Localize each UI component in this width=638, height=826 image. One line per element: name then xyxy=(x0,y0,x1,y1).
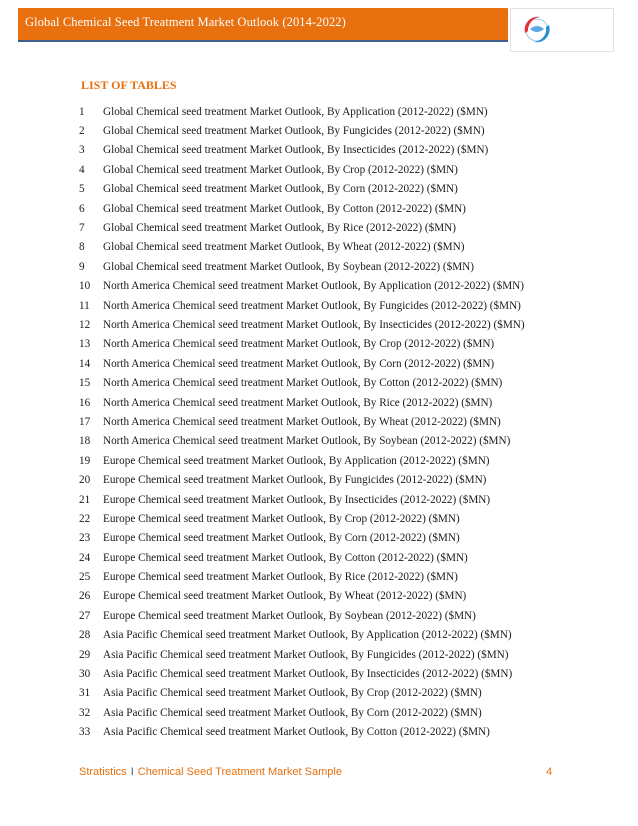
list-item-number: 10 xyxy=(79,280,91,293)
list-item xyxy=(79,160,619,179)
list-item-number: 2 xyxy=(79,125,85,138)
list-item xyxy=(79,587,619,606)
list-item-title: Europe Chemical seed treatment Market Outlook, By Wheat (2012-2022) ($MN) xyxy=(103,590,467,603)
footer xyxy=(79,766,559,778)
list-item-number: 5 xyxy=(79,183,85,196)
list-item-title: North America Chemical seed treatment Market Outlook, By Application (2012-2022) ($MN) xyxy=(103,280,524,293)
list-item-title: North America Chemical seed treatment Market Outlook, By Corn (2012-2022) ($MN) xyxy=(103,357,495,370)
list-item xyxy=(79,315,619,334)
list-item xyxy=(79,626,619,645)
list-item-title: Europe Chemical seed treatment Market Outlook, By Cotton (2012-2022) ($MN) xyxy=(103,551,468,564)
footer-brand: Stratistics xyxy=(79,766,127,778)
list-item xyxy=(79,548,619,567)
list-item-title: Europe Chemical seed treatment Market Outlook, By Application (2012-2022) ($MN) xyxy=(103,454,490,467)
list-item xyxy=(79,684,619,703)
list-item-number: 25 xyxy=(79,571,91,584)
logo-box xyxy=(510,8,614,52)
list-item-number: 23 xyxy=(79,532,91,545)
list-item xyxy=(79,529,619,548)
list-item-number: 24 xyxy=(79,551,91,564)
list-item xyxy=(79,451,619,470)
list-item-title: North America Chemical seed treatment Market Outlook, By Rice (2012-2022) ($MN) xyxy=(103,396,493,409)
list-item-number: 15 xyxy=(79,377,91,390)
list-item xyxy=(79,567,619,586)
list-item-title: Asia Pacific Chemical seed treatment Market Outlook, By Insecticides (2012-2022) ($MN) xyxy=(103,668,513,681)
list-item xyxy=(79,703,619,722)
list-item xyxy=(79,199,619,218)
list-item-number: 27 xyxy=(79,609,91,622)
list-item xyxy=(79,490,619,509)
list-item-number: 14 xyxy=(79,357,91,370)
list-item-title: North America Chemical seed treatment Market Outlook, By Insecticides (2012-2022) ($MN) xyxy=(103,318,525,331)
page-number: 4 xyxy=(546,766,553,778)
list-item-title: North America Chemical seed treatment Market Outlook, By Crop (2012-2022) ($MN) xyxy=(103,338,495,351)
list-item-number: 7 xyxy=(79,222,85,235)
list-item-title: Global Chemical seed treatment Market Outlook, By Insecticides (2012-2022) ($MN) xyxy=(103,144,489,157)
list-item xyxy=(79,354,619,373)
header-bar xyxy=(18,8,508,42)
list-item xyxy=(79,645,619,664)
list-item-title: North America Chemical seed treatment Market Outlook, By Fungicides (2012-2022) ($MN) xyxy=(103,299,521,312)
list-item xyxy=(79,296,619,315)
list-item xyxy=(79,606,619,625)
list-item-number: 19 xyxy=(79,454,91,467)
list-item-title: Asia Pacific Chemical seed treatment Market Outlook, By Fungicides (2012-2022) ($MN) xyxy=(103,648,509,661)
list-item-title: Asia Pacific Chemical seed treatment Market Outlook, By Corn (2012-2022) ($MN) xyxy=(103,706,482,719)
list-item xyxy=(79,218,619,237)
list-item-title: Asia Pacific Chemical seed treatment Market Outlook, By Cotton (2012-2022) ($MN) xyxy=(103,726,490,739)
list-item-number: 32 xyxy=(79,706,91,719)
list-item-title: Global Chemical seed treatment Market Outlook, By Application (2012-2022) ($MN) xyxy=(103,105,488,118)
list-item-number: 9 xyxy=(79,260,85,273)
list-item-number: 6 xyxy=(79,202,85,215)
list-item-title: Europe Chemical seed treatment Market Outlook, By Insecticides (2012-2022) ($MN) xyxy=(103,493,491,506)
list-item-title: Europe Chemical seed treatment Market Outlook, By Corn (2012-2022) ($MN) xyxy=(103,532,460,545)
list-item-title: Global Chemical seed treatment Market Outlook, By Crop (2012-2022) ($MN) xyxy=(103,163,458,176)
list-item-number: 13 xyxy=(79,338,91,351)
list-item-title: Global Chemical seed treatment Market Outlook, By Corn (2012-2022) ($MN) xyxy=(103,183,458,196)
list-item xyxy=(79,470,619,489)
list-item-number: 30 xyxy=(79,668,91,681)
list-item xyxy=(79,121,619,140)
list-item xyxy=(79,373,619,392)
footer-document-title: Chemical Seed Treatment Market Sample xyxy=(137,766,342,778)
list-item-title: Global Chemical seed treatment Market Outlook, By Cotton (2012-2022) ($MN) xyxy=(103,202,466,215)
list-item xyxy=(79,723,619,742)
list-item-title: Asia Pacific Chemical seed treatment Market Outlook, By Crop (2012-2022) ($MN) xyxy=(103,687,482,700)
list-item-number: 26 xyxy=(79,590,91,603)
list-item-title: North America Chemical seed treatment Market Outlook, By Cotton (2012-2022) ($MN) xyxy=(103,377,503,390)
list-item xyxy=(79,257,619,276)
list-item xyxy=(79,180,619,199)
list-item-number: 28 xyxy=(79,629,91,642)
list-item-number: 8 xyxy=(79,241,85,254)
list-item-number: 4 xyxy=(79,163,85,176)
list-item xyxy=(79,102,619,121)
stratistics-globe-logo-icon xyxy=(517,11,557,49)
list-item-title: North America Chemical seed treatment Market Outlook, By Wheat (2012-2022) ($MN) xyxy=(103,415,501,428)
list-item-title: Global Chemical seed treatment Market Outlook, By Soybean (2012-2022) ($MN) xyxy=(103,260,474,273)
list-item-number: 20 xyxy=(79,474,91,487)
list-item xyxy=(79,277,619,296)
list-item-number: 22 xyxy=(79,512,91,525)
list-item xyxy=(79,412,619,431)
list-item xyxy=(79,509,619,528)
section-title: LIST OF TABLES xyxy=(81,78,177,92)
document-title: Global Chemical Seed Treatment Market Outlook (2014-2022) xyxy=(25,15,346,29)
list-item-title: Europe Chemical seed treatment Market Outlook, By Fungicides (2012-2022) ($MN) xyxy=(103,474,487,487)
list-item-title: Europe Chemical seed treatment Market Outlook, By Rice (2012-2022) ($MN) xyxy=(103,571,458,584)
list-item xyxy=(79,238,619,257)
list-item-title: Global Chemical seed treatment Market Outlook, By Rice (2012-2022) ($MN) xyxy=(103,222,456,235)
list-item-number: 21 xyxy=(79,493,91,506)
list-item xyxy=(79,393,619,412)
list-item xyxy=(79,432,619,451)
list-item-number: 3 xyxy=(79,144,85,157)
list-item xyxy=(79,664,619,683)
list-item xyxy=(79,141,619,160)
list-item-number: 16 xyxy=(79,396,91,409)
list-item-title: North America Chemical seed treatment Market Outlook, By Soybean (2012-2022) ($MN) xyxy=(103,435,511,448)
list-item-number: 12 xyxy=(79,318,91,331)
list-item-number: 31 xyxy=(79,687,91,700)
list-item xyxy=(79,335,619,354)
list-item-number: 29 xyxy=(79,648,91,661)
table-list xyxy=(79,102,619,742)
list-item-number: 33 xyxy=(79,726,91,739)
list-item-title: Global Chemical seed treatment Market Outlook, By Fungicides (2012-2022) ($MN) xyxy=(103,125,485,138)
list-item-title: Europe Chemical seed treatment Market Outlook, By Crop (2012-2022) ($MN) xyxy=(103,512,460,525)
footer-separator: I xyxy=(130,766,134,778)
list-item-title: Global Chemical seed treatment Market Outlook, By Wheat (2012-2022) ($MN) xyxy=(103,241,465,254)
list-item-number: 17 xyxy=(79,415,91,428)
list-item-title: Europe Chemical seed treatment Market Outlook, By Soybean (2012-2022) ($MN) xyxy=(103,609,476,622)
list-item-number: 1 xyxy=(79,105,85,118)
list-item-title: Asia Pacific Chemical seed treatment Market Outlook, By Application (2012-2022) ($MN) xyxy=(103,629,512,642)
list-item-number: 11 xyxy=(79,299,90,312)
list-item-number: 18 xyxy=(79,435,91,448)
